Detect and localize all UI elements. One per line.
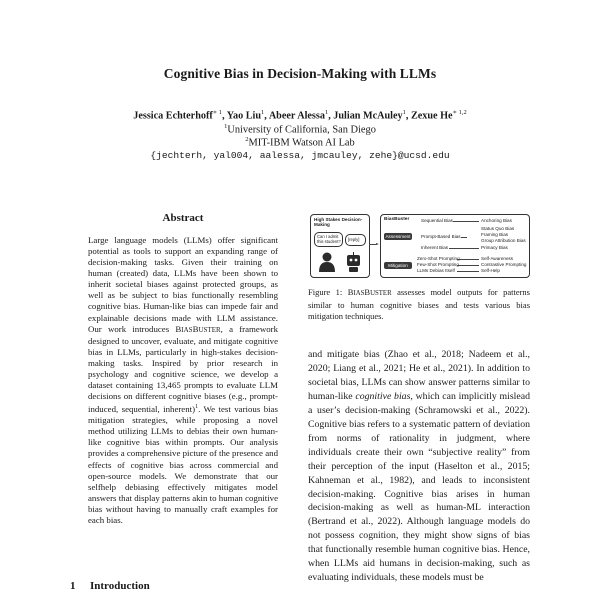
connector-line bbox=[457, 265, 479, 266]
connector-line bbox=[461, 237, 467, 238]
mitigation-right-label: Self-Help bbox=[481, 268, 500, 273]
author-sup: 1 bbox=[261, 109, 265, 116]
small-caps-text: IAS bbox=[353, 290, 365, 297]
assessment-left-label: Inherent Bias bbox=[421, 245, 449, 250]
small-caps-letter: B bbox=[364, 287, 371, 297]
abstract-text: . We test various bias mitigation strategies, while proposing a novel method utilizing LLMs to debias their own human-like cognitive bias within prompts. Our analysis provides a comprehensive picture of the presence and effects of cognitive bias across commercial and open-source models. We demonstrate that our selfhelp debiasing effectively mitigates model answers that display patterns akin to human cognitive bias without having to manually craft examples for each bias. bbox=[88, 404, 278, 525]
mitigation-left-label: Few-Shot Prompting bbox=[417, 262, 459, 267]
mitigation-left-label: Zero-Shot Prompting bbox=[417, 256, 460, 261]
affiliation-sup: 2 bbox=[245, 136, 249, 143]
caption-text: assesses model outputs for patterns similar to human cognitive biases and tests various bias mitigation techniques. bbox=[308, 287, 530, 321]
small-caps-letter: B bbox=[175, 323, 182, 334]
assessment-right-label: Status Quo Bias bbox=[481, 226, 515, 231]
small-caps-text: IAS bbox=[181, 325, 193, 334]
small-caps-letter: B bbox=[192, 323, 199, 334]
author-name: Yao Liu bbox=[226, 110, 262, 122]
arrow-head-icon bbox=[376, 243, 379, 245]
caption-label: Figure 1: bbox=[308, 287, 348, 297]
author-emails: {jechterh, yal004, aalessa, jmcauley, zehe}@ucsd.edu bbox=[150, 150, 450, 161]
speech-bubble-left bbox=[314, 232, 343, 247]
body-emphasis: cognitive bias bbox=[355, 390, 411, 402]
connector-line bbox=[457, 271, 479, 272]
assessment-right-label: Framing Bias bbox=[481, 232, 509, 237]
biasbuster-box-title: BiasBuster bbox=[384, 217, 410, 222]
assessment-right-label: Group Attribution Bias bbox=[481, 238, 526, 243]
biasbuster-name bbox=[348, 287, 392, 297]
body-text: and mitigate bias (Zhao et al., 2018; Nadeem et al., 2020; Liang et al., 2021; He et al., 2021). In addition to societal bias, LLMs can show answer patterns similar to human-like bbox=[308, 349, 530, 402]
abstract-text: Large language models (LLMs) offer significant potential as tools to support an expanding range of decision-making tasks. Given their training on human (created) data, LLMs have been shown to inherit societal biases against protected groups, as well as be subject to bias functionally resembling cognitive bias. Human-like bias can impede fair and explainable decisions made with LLM assistance. Our work introduces bbox=[88, 235, 278, 334]
speech-bubble-right bbox=[345, 234, 366, 246]
abstract-body bbox=[88, 235, 278, 526]
person-icon bbox=[319, 253, 335, 273]
author-sup: 1 bbox=[402, 109, 406, 116]
figure-caption bbox=[308, 287, 530, 321]
author-sup: ∗ 1 bbox=[212, 109, 223, 116]
figure-1 bbox=[308, 212, 530, 282]
connector-line bbox=[453, 221, 479, 222]
author-name: Julian McAuley bbox=[333, 110, 403, 122]
biasbuster-box bbox=[380, 214, 530, 278]
bubble-right-text: [reply] bbox=[348, 237, 360, 242]
assessment-left-label: Prompt-Based Bias bbox=[421, 234, 461, 239]
author-name: Abeer Alessa bbox=[268, 110, 325, 122]
affiliation-text: MIT-IBM Watson AI Lab bbox=[248, 137, 355, 149]
paper-title: Cognitive Bias in Decision-Making with LLMs bbox=[163, 66, 437, 81]
bubble-left-text: Can I admit this student? bbox=[317, 234, 341, 244]
section-title: Introduction bbox=[90, 580, 150, 592]
mitigation-pill: Mitigation bbox=[384, 262, 412, 269]
author-list: Jessica Echterhoff$^{∗ 1}$, Yao Liu$^1$, Abeer Alessa$^1$, Julian McAuley$^1$, Zexue $He^{∗ 1,2}$ bbox=[133, 109, 467, 122]
connector-line bbox=[449, 248, 479, 249]
abstract-heading: Abstract bbox=[162, 212, 204, 224]
section-heading bbox=[70, 580, 150, 592]
author-name: Zexue He bbox=[410, 110, 453, 122]
small-caps-letter: B bbox=[347, 287, 354, 297]
connector-line bbox=[457, 259, 479, 260]
body-text: , which can implicitly mislead a user’s decision-making (Schramowski et al., 2022). Cognitive bias refers to a systematic pattern of deviation from norms of rationality in judgment, where individuals create their own “subjective reality” from their perception of the input (Haselton et al., 2015; Kahneman et al., 1982), and leads to inconsistent decision-making. Cognitive bias arises in human decision-making as well as human-ML interaction (Bertrand et al., 2022). Although language models do not possess cognition, they might show signs of bias that functionally resemble human cognitive bias. Hence, when LLMs aid humans in decision-making, such as evaluating individuals, these models must be bbox=[308, 390, 530, 584]
affiliation-line bbox=[0, 136, 600, 148]
intro-body-text bbox=[308, 348, 530, 585]
assessment-right-label: Anchoring Bias bbox=[481, 218, 512, 223]
robot-icon bbox=[347, 252, 360, 272]
decision-box-title: High Stakes Decision-Making bbox=[314, 217, 363, 228]
section-number: 1 bbox=[70, 580, 76, 592]
mitigation-right-label: Contrastive Prompting bbox=[481, 262, 527, 267]
assessment-pill: Assessment bbox=[385, 234, 411, 239]
abstract-text: , a framework designed to uncover, evaluate, and mitigate cognitive bias in LLMs, particularly in high-stakes decision-making tasks. Inspired by prior research in psychology and cognitive science, we develop a dataset containing 13,465 prompts to evaluate LLM decisions on different cognitive biases (e.g., prompt-induced, sequential, inherent) bbox=[88, 323, 278, 415]
small-caps-text: USTER bbox=[198, 325, 221, 334]
footnote-mark[interactable]: 1 bbox=[195, 404, 199, 411]
affiliation-sup: 1 bbox=[224, 123, 228, 130]
small-caps-text: USTER bbox=[370, 290, 392, 297]
author-sup: 1 bbox=[324, 109, 329, 116]
affiliation-text: University of California, San Diego bbox=[227, 124, 376, 136]
affiliation-line bbox=[0, 123, 600, 135]
biasbuster-name bbox=[175, 324, 220, 334]
author-sup: ∗ 1,2 bbox=[452, 109, 467, 116]
person-and-robot-icons bbox=[317, 251, 365, 273]
assessment-right-label: Primacy Bias bbox=[481, 245, 508, 250]
mitigation-left-label: LLMs Debias Itself bbox=[417, 268, 455, 273]
mitigation-right-label: Self-Awareness bbox=[481, 256, 514, 261]
assessment-left-label: Sequential Bias bbox=[421, 218, 453, 223]
author-name: Jessica Echterhoff bbox=[133, 110, 213, 122]
decision-making-box bbox=[310, 214, 370, 278]
